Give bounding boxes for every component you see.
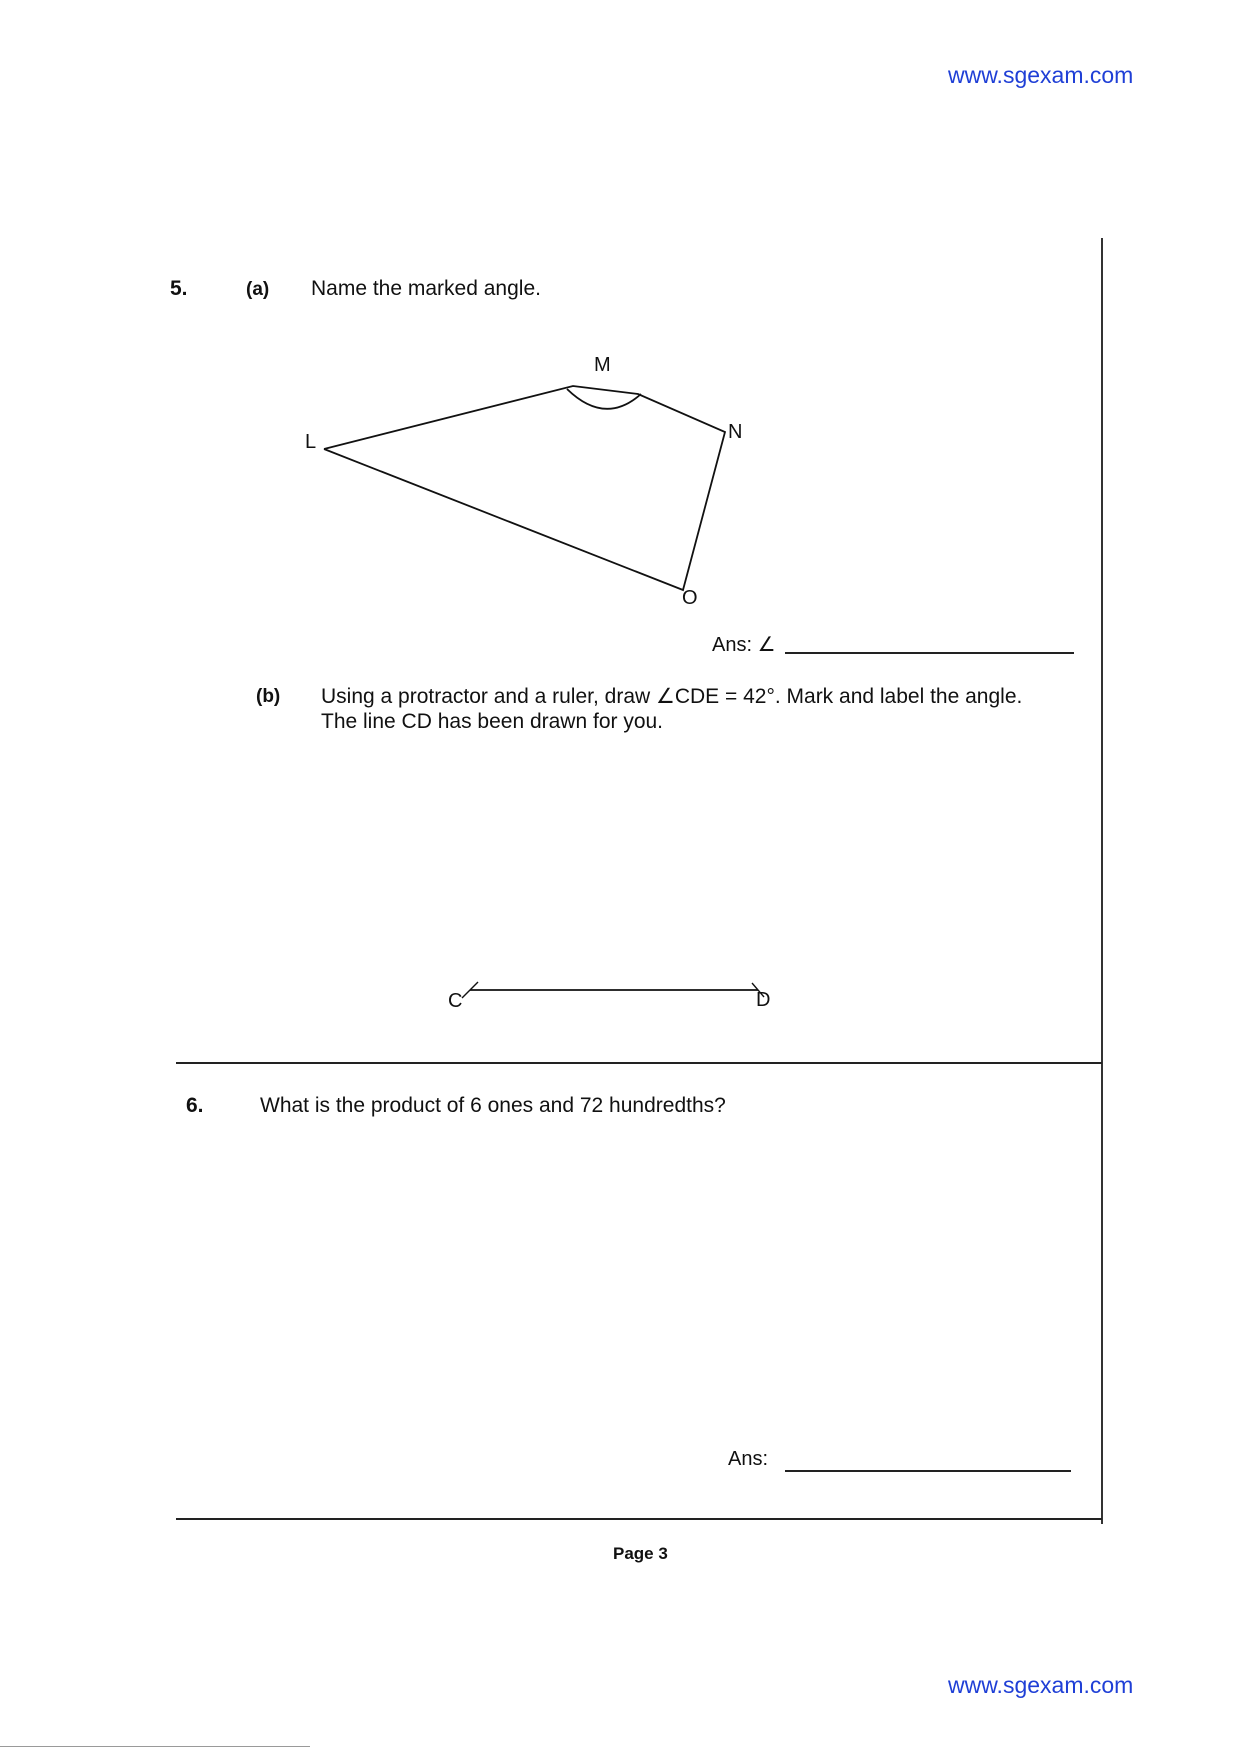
question-5a-answer-label: Ans: ∠ [712,634,776,656]
question-5b-text-line1: Using a protractor and a ruler, draw ∠CDE = 42°. Mark and label the angle. [321,685,1023,708]
question-6-number: 6. [186,1094,204,1117]
question-6-answer-label: Ans: [728,1448,769,1470]
question-5-number: 5. [170,277,188,300]
page-number: Page 3 [613,1544,668,1563]
point-label-c: C [448,990,463,1012]
question-6-text: What is the product of 6 ones and 72 hundredths? [260,1094,726,1117]
point-label-m: M [594,354,611,376]
point-label-o: O [682,587,698,609]
question-6-answer-line[interactable] [785,1470,1071,1472]
point-label-d: D [756,989,771,1011]
divider-bottom [176,1518,1102,1520]
point-label-l: L [305,431,317,453]
question-5a-text: Name the marked angle. [311,277,541,300]
divider-q5-q6 [176,1062,1102,1064]
question-5b-label: (b) [256,686,281,707]
question-5b-text-line2: The line CD has been drawn for you. [321,710,664,733]
footer-site-link[interactable]: www.sgexam.com [948,1672,1134,1698]
header-site-link[interactable]: www.sgexam.com [948,62,1134,88]
question-5a-label: (a) [246,279,270,300]
scan-edge-line [0,1746,310,1747]
point-label-n: N [728,421,743,443]
